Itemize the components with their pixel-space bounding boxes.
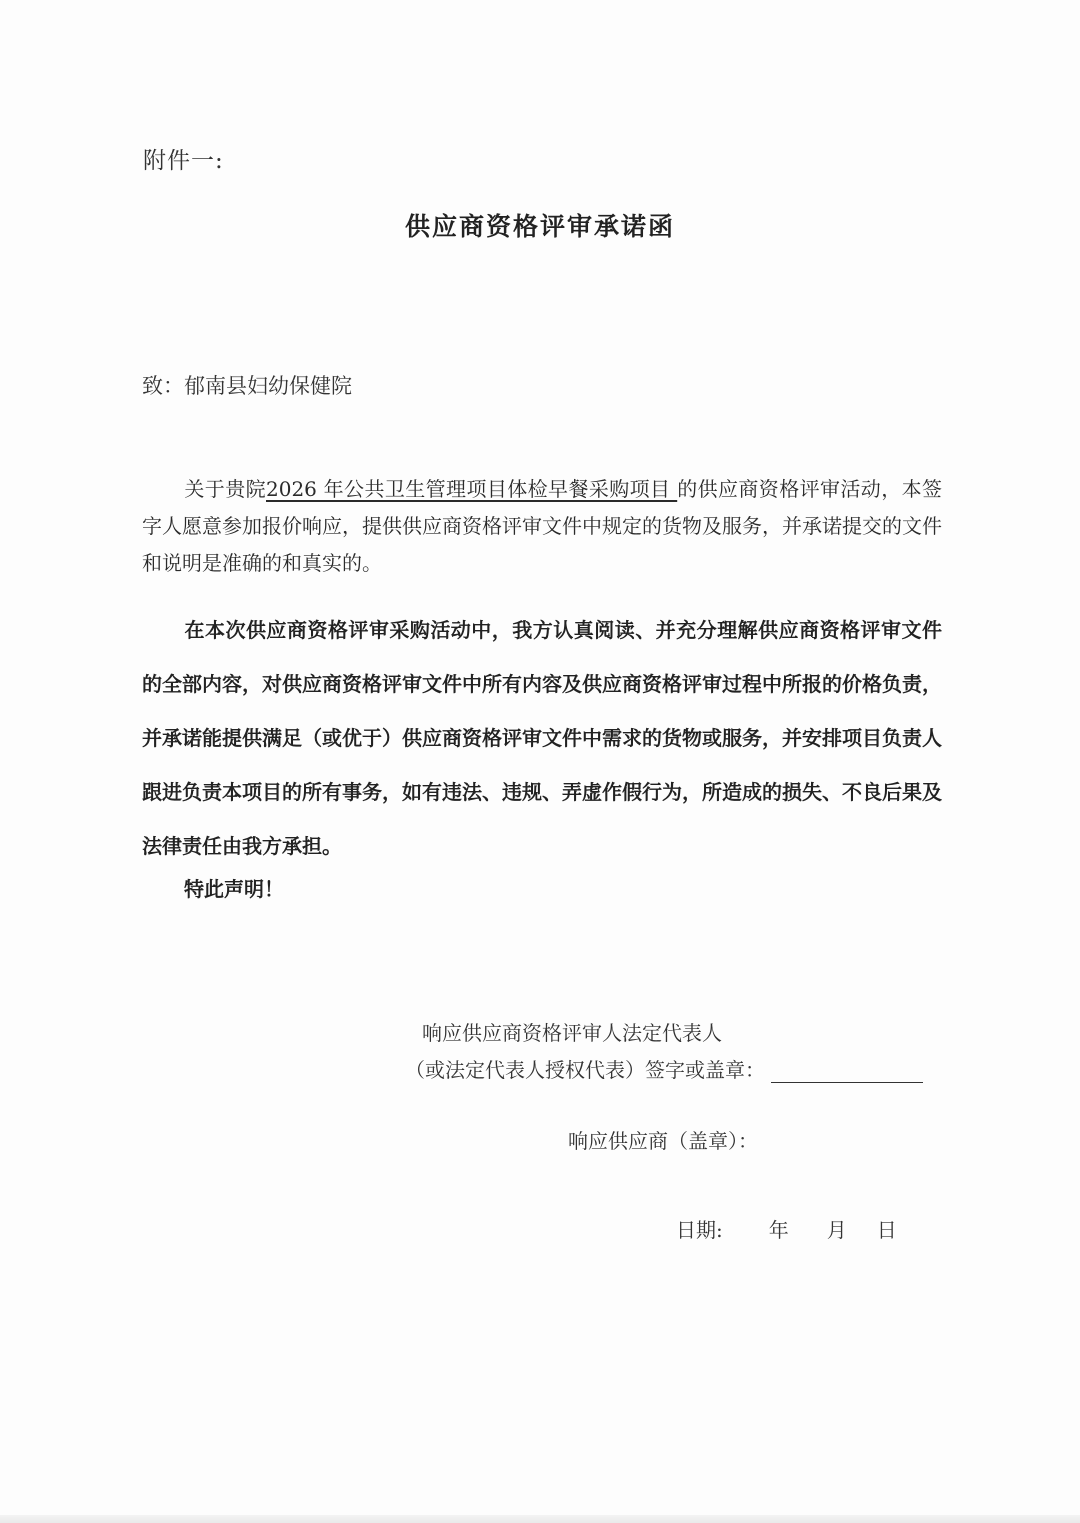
date-year: 年 [768, 1218, 789, 1242]
date-label: 日期: [676, 1218, 723, 1242]
intro-prefix: 关于贵院 [184, 477, 266, 501]
date-month: 月 [826, 1218, 847, 1242]
signature-blank[interactable] [771, 1060, 923, 1083]
intro-suffix: 的供应商资格评审活动，本签字人愿意参加报价响应，提供供应商资格评审文件中规定的货物及服务，并承诺提交的文件和说明是准确的和真实的。 [142, 477, 942, 575]
date-line [676, 1214, 897, 1243]
commitment-text: 在本次供应商资格评审采购活动中，我方认真阅读、并充分理解供应商资格评审文件的全部内容，对供应商资格评审文件中所有内容及供应商资格评审过程中所报的价格负责，并承诺能提供满足（或优于）供应商资格评审文件中需求的货物或服务，并安排项目负责人跟进负责本项目的所有事务，如有违法、违规、弄虚作假行为，所造成的损失、不良后果及法律责任由我方承担。 [142, 618, 942, 858]
signature-line2 [405, 1054, 923, 1083]
recipient-line: 致：郁南县妇幼保健院 [142, 374, 352, 398]
project-name: 2026 年公共卫生管理项目体检早餐采购项目 [266, 477, 678, 501]
supplier-seal-label: 响应供应商（盖章）： [568, 1129, 758, 1153]
paragraph-intro [142, 471, 942, 582]
paragraph-commitment [142, 603, 942, 873]
signature-line1: 响应供应商资格评审人法定代表人 [422, 1021, 722, 1045]
signature-label: （或法定代表人授权代表）签字或盖章： [405, 1058, 765, 1082]
attachment-label: 附件一: [143, 148, 224, 174]
page-bottom-edge [0, 1515, 1080, 1523]
declaration: 特此声明！ [184, 877, 284, 901]
page-title: 供应商资格评审承诺函 [404, 212, 675, 241]
date-day: 日 [876, 1218, 897, 1242]
